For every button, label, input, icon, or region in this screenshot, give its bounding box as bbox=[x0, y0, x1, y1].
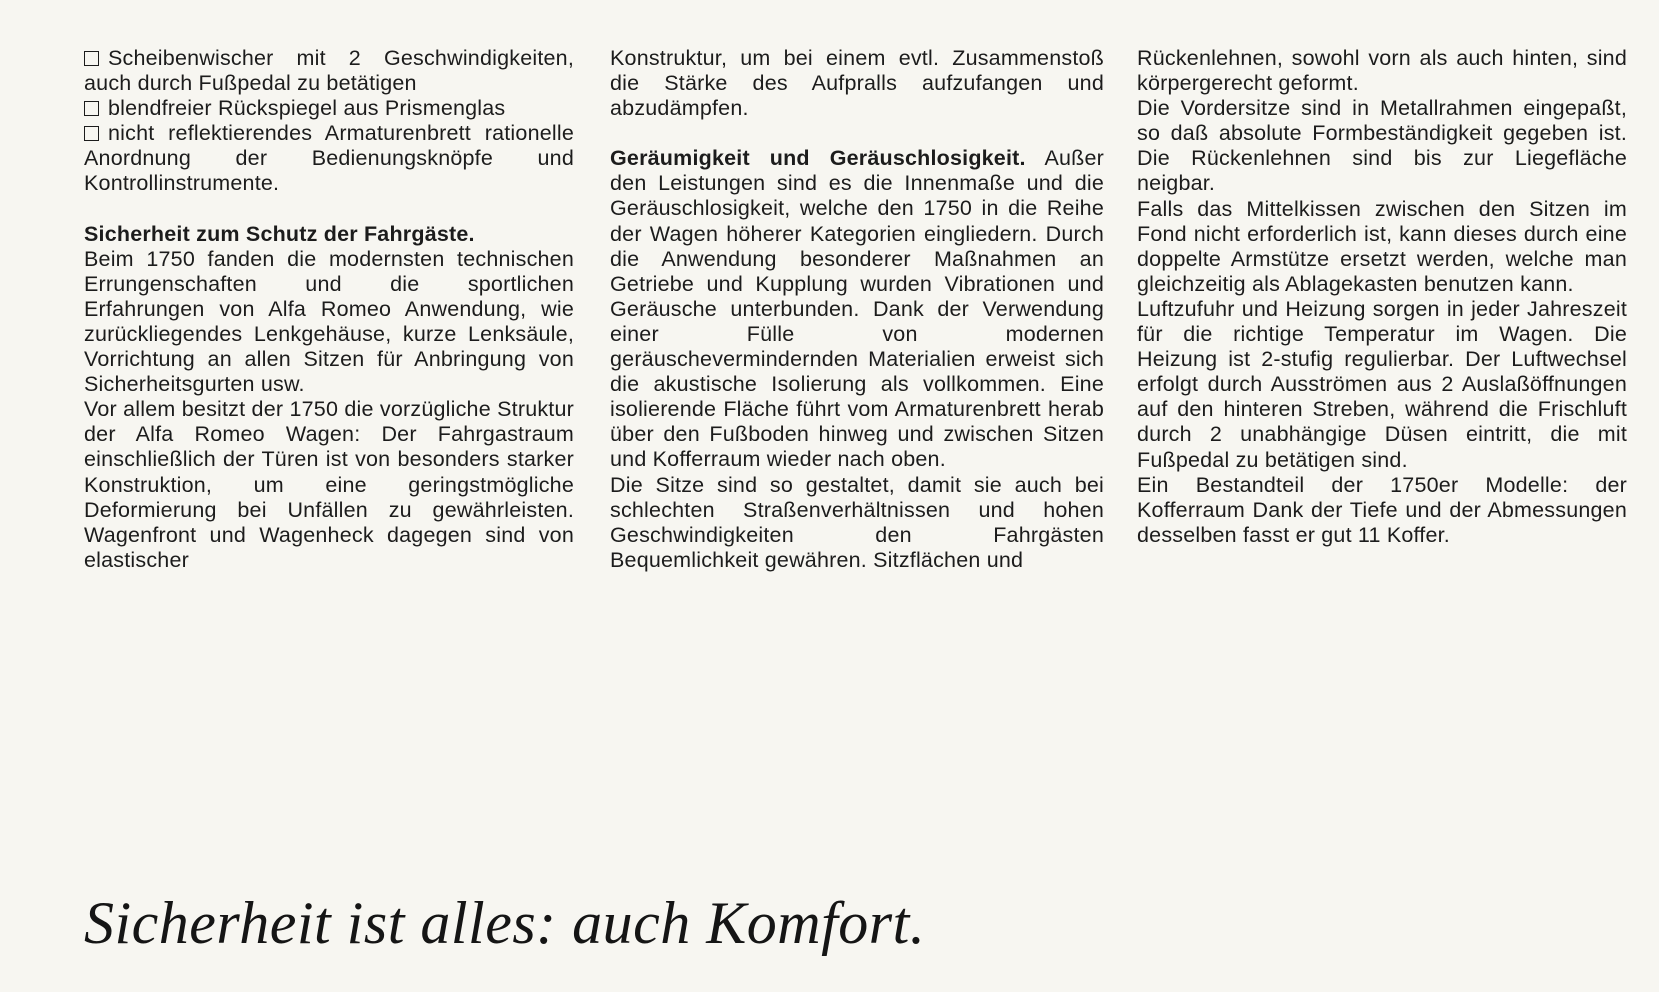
section-heading-space: Geräumigkeit und Geräuschlosigkeit. bbox=[610, 146, 1026, 171]
paragraph: Rückenlehnen, sowohl vorn als auch hinten, sind körpergerecht geformt. bbox=[1137, 46, 1627, 96]
feature-item bbox=[84, 121, 574, 196]
page-headline: Sicherheit ist alles: auch Komfort. bbox=[84, 890, 926, 956]
checkbox-square-icon bbox=[84, 126, 99, 141]
paragraph-with-heading bbox=[610, 146, 1104, 472]
feature-item bbox=[84, 96, 574, 121]
feature-item-text: nicht reflektierendes Armaturenbrett rationelle Anordnung der Bedienungsknöpfe und Kontrollinstrumente. bbox=[84, 121, 574, 196]
text-column-middle bbox=[610, 46, 1104, 573]
paragraph: Konstruktur, um bei einem evtl. Zusammenstoß die Stärke des Aufpralls aufzufangen und abzudämpfen. bbox=[610, 46, 1104, 121]
paragraph: Beim 1750 fanden die modernsten technischen Errungenschaften und die sportlichen Erfahrungen von Alfa Romeo Anwendung, wie zurückliegendes Lenkgehäuse, kurze Lenksäule, Vorrichtung an allen Sitzen für Anbringung von Sicherheitsgurten usw. bbox=[84, 246, 574, 397]
paragraph: Die Sitze sind so gestaltet, damit sie auch bei schlechten Straßenverhältnissen und hohen Geschwindigkeiten den Fahrgästen Bequemlichkeit gewähren. Sitzflächen und bbox=[610, 472, 1104, 572]
section-heading-safety: Sicherheit zum Schutz der Fahrgäste. bbox=[84, 221, 475, 246]
feature-item bbox=[84, 46, 574, 96]
feature-item-text: Scheibenwischer mit 2 Geschwindigkeiten, auch durch Fußpedal zu betätigen bbox=[84, 46, 574, 96]
paragraph: Ein Bestandteil der 1750er Modelle: der Kofferraum Dank der Tiefe und der Abmessungen desselben fasst er gut 11 Koffer. bbox=[1137, 472, 1627, 547]
checkbox-square-icon bbox=[84, 51, 99, 66]
feature-item-text: blendfreier Rückspiegel aus Prismenglas bbox=[108, 96, 506, 121]
paragraph: Luftzufuhr und Heizung sorgen in jeder Jahreszeit für die richtige Temperatur im Wagen. Die Heizung ist 2-stufig regulierbar. Der Luftwechsel erfolgt durch Ausströmen aus 2 Auslaßöffnungen auf den hinteren Streben, während die Frischluft durch 2 unabhängige Düsen eintritt, die mit Fußpedal zu betätigen sind. bbox=[1137, 296, 1627, 472]
paragraph: Falls das Mittelkissen zwischen den Sitzen im Fond nicht erforderlich ist, kann dieses durch eine doppelte Armstütze ersetzt werden, welche man gleichzeitig als Ablagekasten benutzen kann. bbox=[1137, 196, 1627, 296]
text-column-right bbox=[1137, 46, 1627, 548]
checkbox-square-icon bbox=[84, 101, 99, 116]
paragraph-text: Außer den Leistungen sind es die Innenmaße und die Geräuschlosigkeit, welche den 1750 in die Reihe der Wagen höherer Kategorien eingliedern. Durch die Anwendung besonderer Maßnahmen an Getriebe und Kupplung wurden Vibrationen und Geräusche unterbunden. Dank der Verwendung einer Fülle von modernen geräuschevermindernden Materialien erweist sich die akustische Isolierung als vollkommen. Eine isolierende Fläche führt vom Armaturenbrett herab über den Fußboden hinweg und zwischen Sitzen und Kofferraum wieder nach oben. bbox=[610, 146, 1104, 472]
text-column-left bbox=[84, 46, 574, 573]
paragraph: Vor allem besitzt der 1750 die vorzügliche Struktur der Alfa Romeo Wagen: Der Fahrgastraum einschließlich der Türen ist von besonders starker Konstruktion, um eine geringstmögliche Deformierung bei Unfällen zu gewährleisten. Wagenfront und Wagenheck dagegen sind von elastischer bbox=[84, 397, 574, 572]
paragraph: Die Vordersitze sind in Metallrahmen eingepaßt, so daß absolute Formbeständigkeit gegeben ist. Die Rückenlehnen sind bis zur Liegefläche neigbar. bbox=[1137, 96, 1627, 196]
